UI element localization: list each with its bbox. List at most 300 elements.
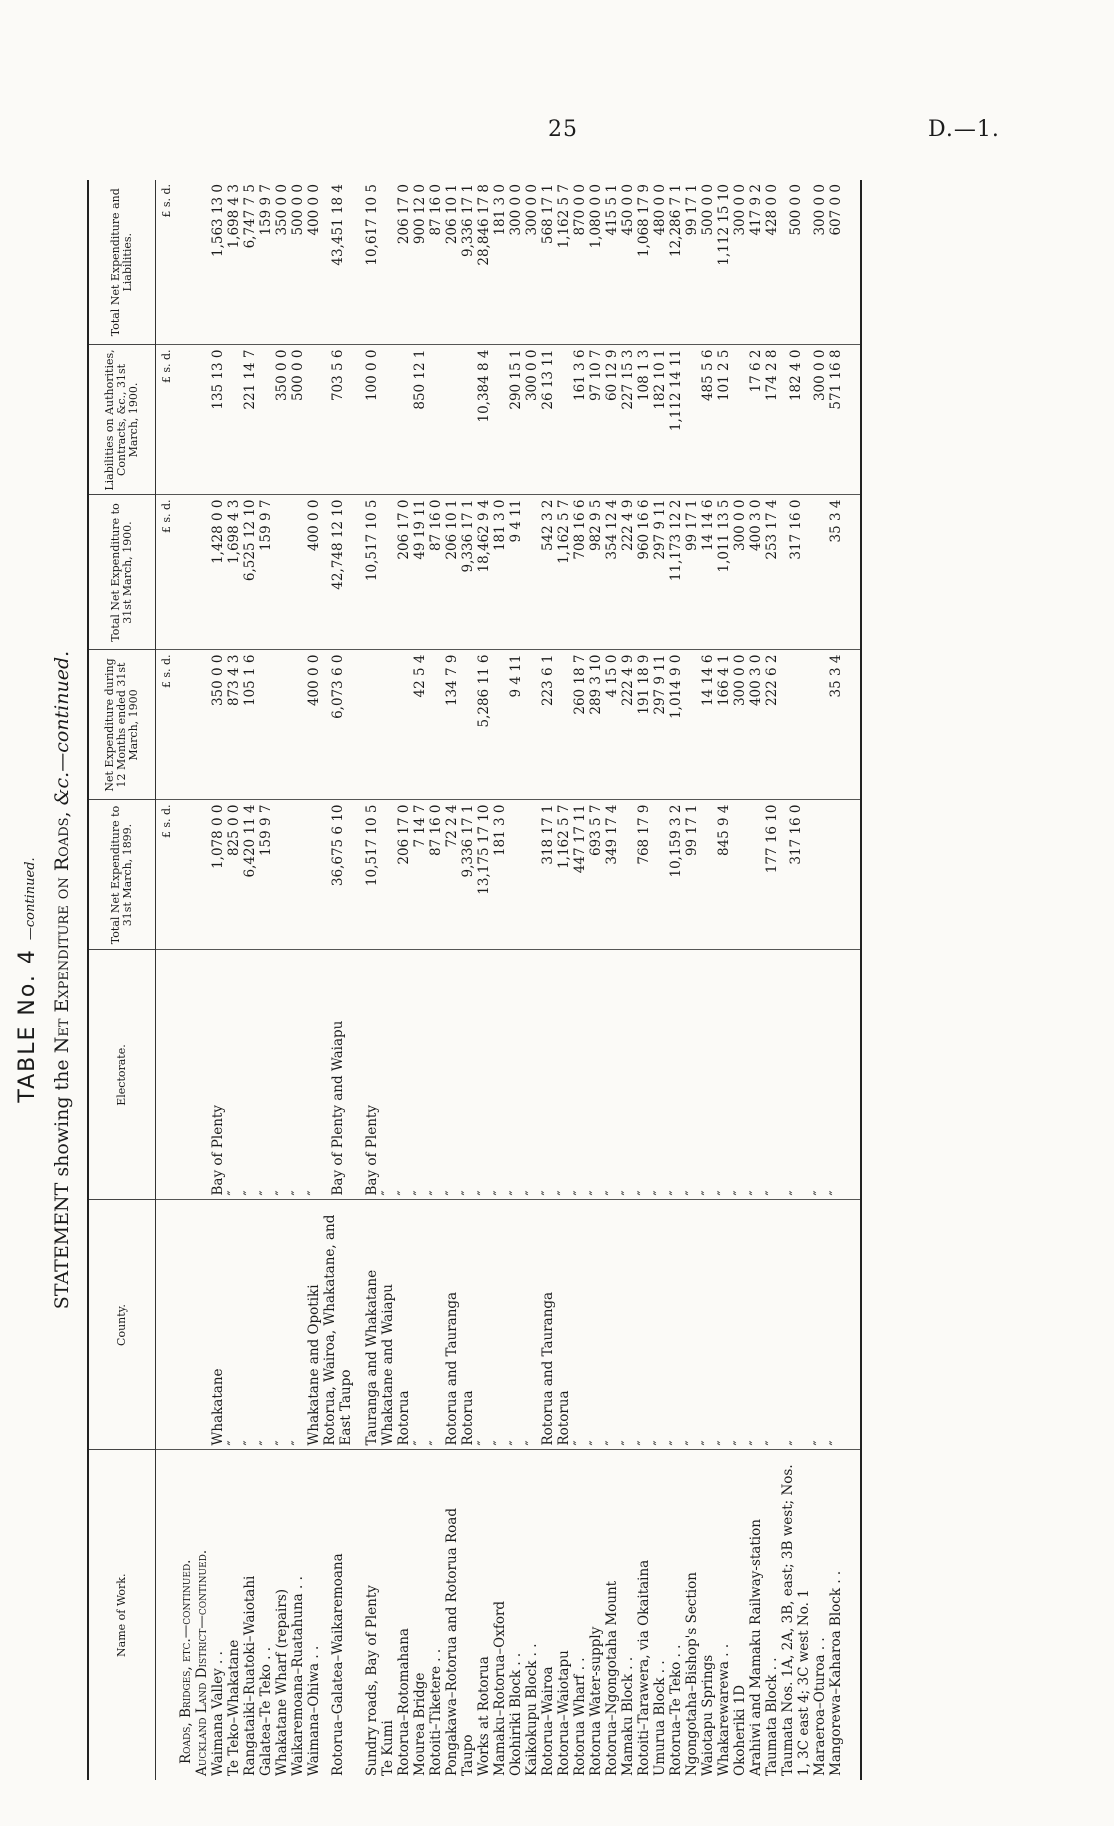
cell-electorate: ″ [748, 950, 764, 1200]
cell-name: Taumata Nos. 1A, 2A, 3B, east; 3B west; Nos. 1, 3C east 4; 3C west No. 1 [780, 1464, 812, 1776]
cell-electorate: ″ [242, 950, 258, 1200]
table-row [620, 180, 636, 1780]
cell-c3 [290, 495, 306, 650]
cell-c5: 159 9 7 [258, 180, 274, 345]
cell-county: ″ [412, 1200, 428, 1450]
cell-county: ″ [508, 1200, 524, 1450]
unit-c3: £ s. d. [156, 495, 179, 650]
cell-c3: 708 16 6 [572, 495, 588, 650]
table-row [428, 180, 444, 1780]
cell-c5: 1,563 13 0 [210, 180, 226, 345]
cell-electorate: ″ [380, 950, 396, 1200]
cell-c5: 1,112 15 10 [716, 180, 732, 345]
cell-name: Sundry roads, Bay of Plenty [364, 1585, 380, 1776]
cell-electorate: ″ [716, 950, 732, 1200]
cell-c3: 159 9 7 [258, 495, 274, 650]
cell-c5: 350 0 0 [274, 180, 290, 345]
cell-name: Te Kumi [380, 1720, 396, 1776]
cell-c3: 99 17 1 [684, 495, 700, 650]
cell-name: Works at Rotorua [476, 1656, 492, 1776]
cell-c2: 222 4 9 [620, 650, 636, 800]
cell-electorate: ″ [684, 950, 700, 1200]
cell-c1: 317 16 0 [780, 800, 812, 950]
cell-electorate: ″ [306, 950, 322, 1200]
cell-c1 [274, 800, 290, 950]
cell-county: ″ [620, 1200, 636, 1450]
cell-c4 [428, 345, 444, 495]
cell-name: Okoheriki 1D [732, 1684, 748, 1776]
cell-c1: 845 9 4 [716, 800, 732, 950]
cell-electorate: ″ [428, 950, 444, 1200]
cell-name: Whakarewarewa . . [716, 1643, 732, 1776]
cell-c2: 222 6 2 [764, 650, 780, 800]
cell-c5: 417 9 2 [748, 180, 764, 345]
cell-c3: 49 19 11 [412, 495, 428, 650]
cell-c2 [258, 650, 274, 800]
cell-c3: 222 4 9 [620, 495, 636, 650]
units-row [156, 180, 179, 1780]
cell-electorate: ″ [274, 950, 290, 1200]
cell-c2 [274, 650, 290, 800]
cell-county: ″ [604, 1200, 620, 1450]
table-row [572, 180, 588, 1780]
cell-c2 [524, 650, 540, 800]
cell-county: ″ [668, 1200, 684, 1450]
cell-c2 [364, 650, 380, 800]
cell-electorate: ″ [620, 950, 636, 1200]
cell-c5: 87 16 0 [428, 180, 444, 345]
cell-c4: 571 16 8 [828, 345, 844, 495]
cell-name: Whakatane Wharf (repairs) [274, 1588, 290, 1776]
cell-c1: 6,420 11 4 [242, 800, 258, 950]
cell-c5: 500 0 0 [700, 180, 716, 345]
table-row [290, 180, 306, 1780]
cell-c1 [380, 800, 396, 950]
cell-c2: 9 4 11 [508, 650, 524, 800]
cell-c4 [732, 345, 748, 495]
cell-c5: 870 0 0 [572, 180, 588, 345]
cell-c4: 97 10 7 [588, 345, 604, 495]
cell-c1: 768 17 9 [636, 800, 652, 950]
table-row [210, 180, 226, 1780]
cell-c3: 317 16 0 [780, 495, 812, 650]
cell-county: ″ [274, 1200, 290, 1450]
statement-subject: Net Expenditure on Roads, [51, 811, 73, 1054]
cell-county: ″ [684, 1200, 700, 1450]
cell-electorate: ″ [732, 950, 748, 1200]
cell-name: Waikaremoana–Ruatahuna . . [290, 1576, 306, 1776]
table-row [508, 180, 524, 1780]
header-c3: Total Net Expenditure to 31st March, 1900. [88, 495, 156, 650]
cell-c4: 182 4 0 [780, 345, 812, 495]
statement-continued: —continued. [51, 650, 73, 772]
cell-c4: 500 0 0 [290, 345, 306, 495]
cell-electorate: ″ [508, 950, 524, 1200]
cell-c2: 42 5 4 [412, 650, 428, 800]
cell-name: Ngongotaha–Bishop's Section [684, 1572, 700, 1776]
cell-county: ″ [476, 1200, 492, 1450]
cell-c2 [396, 650, 412, 800]
cell-c5: 300 0 0 [732, 180, 748, 345]
cell-c3: 1,162 5 7 [556, 495, 572, 650]
cell-c5: 568 17 1 [540, 180, 556, 345]
cell-c1: 36,675 6 10 [322, 800, 354, 950]
cell-electorate: ″ [290, 950, 306, 1200]
cell-c1 [732, 800, 748, 950]
section-row [178, 180, 194, 1780]
cell-c2: 105 1 6 [242, 650, 258, 800]
cell-county: ″ [428, 1200, 444, 1450]
table-row [780, 180, 812, 1780]
cell-c2 [290, 650, 306, 800]
cell-county: Rotorua [460, 1200, 476, 1450]
cell-name: Kaikokupu Block . . [524, 1643, 540, 1776]
cell-electorate: ″ [588, 950, 604, 1200]
cell-c5: 300 0 0 [524, 180, 540, 345]
cell-c2: 166 4 1 [716, 650, 732, 800]
table-row [684, 180, 700, 1780]
table-row [604, 180, 620, 1780]
cell-c2: 191 18 9 [636, 650, 652, 800]
cell-c3 [274, 495, 290, 650]
cell-c3 [524, 495, 540, 650]
cell-c4 [396, 345, 412, 495]
table-row [556, 180, 572, 1780]
table-row [764, 180, 780, 1780]
cell-electorate: ″ [652, 950, 668, 1200]
cell-name: Mangorewa–Kaharoa Block . . [828, 1570, 844, 1776]
cell-c3: 181 3 0 [492, 495, 508, 650]
header-c1: Total Net Expenditure to 31st March, 1899. [88, 800, 156, 950]
table-row [364, 180, 380, 1780]
cell-name: Rotorua Wharf . . [572, 1657, 588, 1776]
cell-c4: 290 15 1 [508, 345, 524, 495]
table-row [476, 180, 492, 1780]
cell-name: Waimana–Ohiwa . . [306, 1645, 322, 1776]
cell-c1: 9,336 17 1 [460, 800, 476, 950]
cell-c4 [380, 345, 396, 495]
cell-county: ″ [226, 1200, 242, 1450]
cell-c5: 300 0 0 [812, 180, 828, 345]
cell-name: Maraeroa–Oturoa . . [812, 1637, 828, 1776]
cell-c3: 206 17 0 [396, 495, 412, 650]
cell-c1: 10,159 3 2 [668, 800, 684, 950]
cell-c3: 400 3 0 [748, 495, 764, 650]
cell-c5: 206 10 1 [444, 180, 460, 345]
cell-c5: 428 0 0 [764, 180, 780, 345]
cell-c2: 4 15 0 [604, 650, 620, 800]
cell-electorate: ″ [258, 950, 274, 1200]
cell-c4 [492, 345, 508, 495]
cell-c2 [684, 650, 700, 800]
statement-prefix: STATEMENT showing the [51, 1059, 73, 1310]
table-row [828, 180, 844, 1780]
table-row [258, 180, 274, 1780]
cell-c3: 87 16 0 [428, 495, 444, 650]
cell-c1 [620, 800, 636, 950]
cell-c1: 87 16 0 [428, 800, 444, 950]
cell-c3: 354 12 4 [604, 495, 620, 650]
cell-name: Rangataiki–Ruatoki–Waiotahi [242, 1575, 258, 1776]
cell-electorate: ″ [444, 950, 460, 1200]
table-row [748, 180, 764, 1780]
cell-electorate: ″ [812, 950, 828, 1200]
table-row [700, 180, 716, 1780]
cell-name: Umurua Block . . [652, 1660, 668, 1776]
cell-c5: 181 3 0 [492, 180, 508, 345]
cell-electorate: ″ [226, 950, 242, 1200]
cell-c2: 223 6 1 [540, 650, 556, 800]
cell-c2: 35 3 4 [828, 650, 844, 800]
cell-c1: 318 17 1 [540, 800, 556, 950]
cell-c5: 500 0 0 [780, 180, 812, 345]
cell-name: Mamaku–Rotorua–Oxford [492, 1600, 508, 1776]
cell-c1 [524, 800, 540, 950]
cell-c2: 134 7 9 [444, 650, 460, 800]
cell-c4 [460, 345, 476, 495]
cell-county: Rotorua and Tauranga [540, 1200, 556, 1450]
cell-county: ″ [732, 1200, 748, 1450]
cell-name: Rotorua–Te Teko . . [668, 1644, 684, 1776]
cell-c5: 9,336 17 1 [460, 180, 476, 345]
header-electorate: Electorate. [88, 950, 156, 1200]
cell-c1: 206 17 0 [396, 800, 412, 950]
cell-c3: 960 16 6 [636, 495, 652, 650]
cell-name: Rotorua–Galatea–Waikaremoana [330, 1553, 346, 1776]
cell-name: Taumata Block . . [764, 1657, 780, 1776]
cell-county: ″ [290, 1200, 306, 1450]
table-row [652, 180, 668, 1780]
cell-county: Whakatane and Opotiki [306, 1200, 322, 1450]
cell-c5: 300 0 0 [508, 180, 524, 345]
cell-c2: 260 18 7 [572, 650, 588, 800]
cell-name: Rotorua–Rotomahana [396, 1628, 412, 1776]
cell-c1: 99 17 1 [684, 800, 700, 950]
cell-c1: 159 9 7 [258, 800, 274, 950]
cell-c4: 703 5 6 [322, 345, 354, 495]
cell-county: ″ [258, 1200, 274, 1450]
cell-c2 [492, 650, 508, 800]
cell-c1: 10,517 10 5 [364, 800, 380, 950]
cell-name: Taupo [460, 1734, 476, 1776]
cell-electorate: ″ [668, 950, 684, 1200]
cell-electorate: Bay of Plenty [364, 950, 380, 1200]
table-row [636, 180, 652, 1780]
cell-county: Whakatane [210, 1200, 226, 1450]
cell-electorate: ″ [604, 950, 620, 1200]
table-row [444, 180, 460, 1780]
cell-c1 [828, 800, 844, 950]
cell-c3 [380, 495, 396, 650]
cell-c1 [748, 800, 764, 950]
cell-c3: 14 14 6 [700, 495, 716, 650]
table-row [668, 180, 684, 1780]
cell-c5: 6,747 7 5 [242, 180, 258, 345]
cell-electorate: ″ [460, 950, 476, 1200]
cell-c3: 400 0 0 [306, 495, 322, 650]
cell-county: Whakatane and Waiapu [380, 1200, 396, 1450]
cell-name: Rotorua–Ngongotaha Mount [604, 1580, 620, 1776]
cell-c2 [780, 650, 812, 800]
cell-county: ″ [572, 1200, 588, 1450]
cell-c1 [652, 800, 668, 950]
cell-c2 [556, 650, 572, 800]
cell-c1 [290, 800, 306, 950]
cell-c3: 42,748 12 10 [322, 495, 354, 650]
page-number: 25 [548, 117, 578, 142]
cell-c5: 1,698 4 3 [226, 180, 242, 345]
cell-c5: 10,617 10 5 [364, 180, 380, 345]
table-row [274, 180, 290, 1780]
cell-c4: 60 12 9 [604, 345, 620, 495]
cell-c4 [444, 345, 460, 495]
cell-c5: 607 0 0 [828, 180, 844, 345]
cell-name: Galatea–Te Teko . . [258, 1646, 274, 1776]
cell-c4: 850 12 1 [412, 345, 428, 495]
cell-c3: 11,173 12 2 [668, 495, 684, 650]
cell-electorate: ″ [780, 950, 812, 1200]
cell-county: Rotorua, Wairoa, Whakatane, and East Taupo [322, 1200, 354, 1450]
cell-c1 [508, 800, 524, 950]
cell-name: Pongakawa–Rotorua and Rotorua Road [444, 1508, 460, 1776]
cell-c5: 415 5 1 [604, 180, 620, 345]
cell-c2 [428, 650, 444, 800]
cell-c1: 693 5 7 [588, 800, 604, 950]
cell-c1: 447 17 11 [572, 800, 588, 950]
cell-c3: 1,428 0 0 [210, 495, 226, 650]
cell-electorate: ″ [524, 950, 540, 1200]
cell-electorate: ″ [492, 950, 508, 1200]
cell-c2: 6,073 6 0 [322, 650, 354, 800]
cell-c4: 174 2 8 [764, 345, 780, 495]
district-row [194, 180, 210, 1780]
cell-c2: 400 0 0 [306, 650, 322, 800]
cell-c5: 900 12 0 [412, 180, 428, 345]
table-row [322, 180, 354, 1780]
cell-c3: 9,336 17 1 [460, 495, 476, 650]
cell-county: ″ [828, 1200, 844, 1450]
table-number: TABLE No. 4 [15, 948, 40, 1103]
cell-name: Rotorua Water-supply [588, 1626, 604, 1776]
cell-c5: 480 0 0 [652, 180, 668, 345]
cell-electorate: Bay of Plenty [210, 950, 226, 1200]
cell-c5: 12,286 7 1 [668, 180, 684, 345]
cell-c4: 300 0 0 [524, 345, 540, 495]
cell-c4: 10,384 8 4 [476, 345, 492, 495]
cell-name: Waiotapu Springs [700, 1654, 716, 1776]
cell-county: Rotorua [556, 1200, 572, 1450]
cell-c4: 101 2 5 [716, 345, 732, 495]
cell-electorate: ″ [572, 950, 588, 1200]
cell-name: Mamaku Block . . [620, 1656, 636, 1776]
cell-name: Te Teko–Whakatane [226, 1639, 242, 1776]
cell-electorate: ″ [476, 950, 492, 1200]
table-row [540, 180, 556, 1780]
cell-c1: 1,162 5 7 [556, 800, 572, 950]
cell-county: ″ [700, 1200, 716, 1450]
cell-c4: 300 0 0 [812, 345, 828, 495]
cell-electorate: ″ [700, 950, 716, 1200]
cell-c5: 450 0 0 [620, 180, 636, 345]
cell-electorate: Bay of Plenty and Waiapu [322, 950, 354, 1200]
header-county: County. [88, 1200, 156, 1450]
cell-name: Rotoiti–Tarawera, via Okaitaina [636, 1559, 652, 1776]
table-row [396, 180, 412, 1780]
cell-c5: 400 0 0 [306, 180, 322, 345]
cell-c4 [258, 345, 274, 495]
table-row [588, 180, 604, 1780]
cell-c1: 13,175 17 10 [476, 800, 492, 950]
cell-c3: 6,525 12 10 [242, 495, 258, 650]
cell-c1: 72 2 4 [444, 800, 460, 950]
cell-c4: 350 0 0 [274, 345, 290, 495]
header-row [88, 180, 156, 1780]
cell-c4: 26 13 11 [540, 345, 556, 495]
cell-c4: 182 10 1 [652, 345, 668, 495]
cell-name: Rotoiti–Tiketere . . [428, 1648, 444, 1776]
cell-c3 [812, 495, 828, 650]
table-row [242, 180, 258, 1780]
cell-c2: 297 9 11 [652, 650, 668, 800]
cell-c1 [306, 800, 322, 950]
cell-c2 [380, 650, 396, 800]
table-row [412, 180, 428, 1780]
cell-county: ″ [524, 1200, 540, 1450]
cell-electorate: ″ [556, 950, 572, 1200]
cell-county: ″ [242, 1200, 258, 1450]
cell-c4: 227 15 3 [620, 345, 636, 495]
cell-electorate: ″ [828, 950, 844, 1200]
cell-c3: 35 3 4 [828, 495, 844, 650]
cell-electorate: ″ [764, 950, 780, 1200]
cell-county: ″ [716, 1200, 732, 1450]
cell-c3: 9 4 11 [508, 495, 524, 650]
table-row [812, 180, 828, 1780]
cell-c1: 349 17 4 [604, 800, 620, 950]
cell-county: ″ [636, 1200, 652, 1450]
table-bottom-rule [844, 180, 861, 1780]
cell-c4 [226, 345, 242, 495]
cell-c3: 10,517 10 5 [364, 495, 380, 650]
header-name: Name of Work. [88, 1450, 156, 1780]
table-row [716, 180, 732, 1780]
cell-c3: 18,462 9 4 [476, 495, 492, 650]
section-roads: Roads, Bridges, etc.—continued. [178, 1559, 194, 1764]
page-reference: D.—1. [928, 117, 1000, 142]
cell-county: Rotorua and Tauranga [444, 1200, 460, 1450]
unit-c1: £ s. d. [156, 800, 179, 950]
header-c2: Net Expenditure during 12 Months ended 31st March, 1900 [88, 650, 156, 800]
cell-c5: 1,080 0 0 [588, 180, 604, 345]
table-row [306, 180, 322, 1780]
cell-c3: 1,011 13 5 [716, 495, 732, 650]
cell-c5: 1,068 17 9 [636, 180, 652, 345]
cell-electorate: ″ [396, 950, 412, 1200]
cell-county: Rotorua [396, 1200, 412, 1450]
cell-county: ″ [780, 1200, 812, 1450]
cell-c2: 14 14 6 [700, 650, 716, 800]
cell-name: Okohiriki Block . . [508, 1652, 524, 1776]
cell-county: ″ [492, 1200, 508, 1450]
unit-c4: £ s. d. [156, 345, 179, 495]
cell-c2: 873 4 3 [226, 650, 242, 800]
cell-c1: 825 0 0 [226, 800, 242, 950]
cell-electorate: ″ [636, 950, 652, 1200]
header-c5: Total Net Expenditure and Liabilities. [88, 180, 156, 345]
cell-c4: 100 0 0 [364, 345, 380, 495]
cell-c4: 221 14 7 [242, 345, 258, 495]
cell-c3: 982 9 5 [588, 495, 604, 650]
